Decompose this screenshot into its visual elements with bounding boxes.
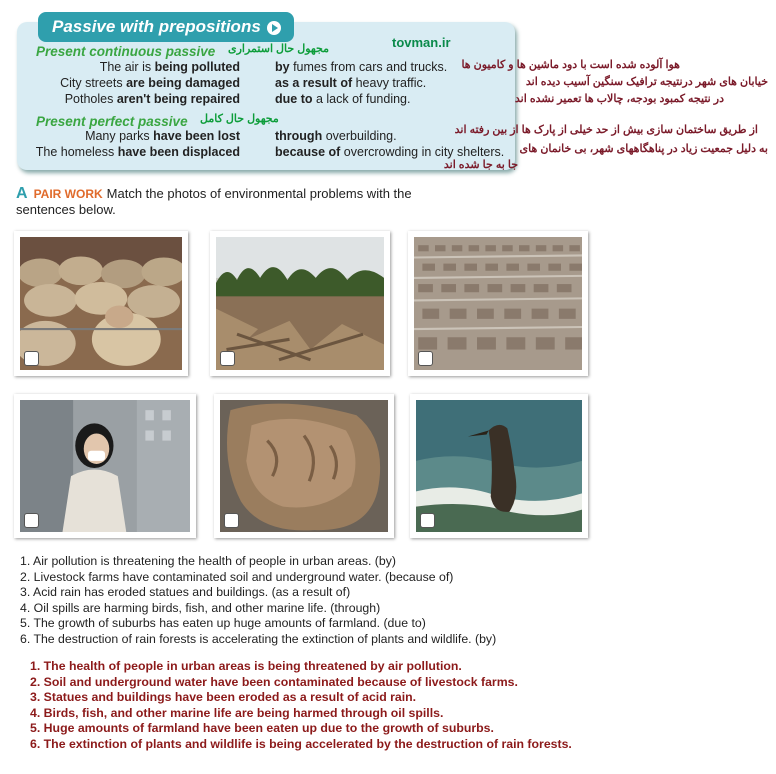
photo-checkbox[interactable] (418, 351, 433, 366)
translation-2: خیابان های شهر درنتیجه ترافیک سنگین آسیب دیده اند (525, 76, 768, 88)
photo-checkbox[interactable] (220, 351, 235, 366)
photo-checkbox[interactable] (24, 513, 39, 528)
answer-2: 2. Soil and underground water have been contaminated because of livestock farms. (30, 674, 518, 689)
translation-5: به دلیل جمعیت زیاد در پناهگاههای شهر، بی خانمان های (519, 143, 768, 155)
row-4-prep: through overbuilding. (275, 129, 397, 143)
row-3-prep: due to a lack of funding. (275, 92, 411, 106)
sentence-3: 3. Acid rain has eroded statues and buildings. (as a result of) (20, 585, 351, 599)
instruction-text: Match the photos of environmental problems with the sentences below. (16, 186, 412, 217)
photo-checkbox[interactable] (24, 351, 39, 366)
sentence-4: 4. Oil spills are harming birds, fish, and other marine life. (through) (20, 600, 381, 615)
photo-oiled-bird[interactable] (410, 394, 588, 538)
row-5-prep: because of overcrowding in city shelters. (275, 145, 505, 159)
answers (30, 659, 572, 753)
answer-3: 3. Statues and buildings have been eroded as a result of acid rain. (30, 690, 417, 705)
photo-sheep[interactable] (14, 231, 188, 376)
answer-6: 6. The extinction of plants and wildlife is being accelerated by the destruction of rain forests. (30, 736, 572, 751)
continuous-heading: Present continuous passive (36, 44, 216, 59)
photo-deforestation[interactable] (210, 231, 390, 376)
sentence-5: 5. The growth of suburbs has eaten up huge amounts of farmland. (due to) (20, 616, 426, 630)
grammar-box-title (38, 12, 294, 42)
pair-work-label: PAIR WORK (33, 187, 103, 201)
photo-checkbox[interactable] (224, 513, 239, 528)
row-2-prep: as a result of heavy traffic. (275, 76, 427, 90)
row-2-subject: City streets are being damaged (60, 76, 240, 90)
continuous-fa-label: مجهول حال استمراری (228, 43, 329, 55)
answer-1: 1. The health of people in urban areas is being threatened by air pollution. (30, 659, 462, 673)
play-icon[interactable] (267, 21, 281, 35)
photo-eroded-statue[interactable] (214, 394, 394, 538)
sentence-6: 6. The destruction of rain forests is accelerating the extinction of plants and wildlife. (by) (20, 631, 497, 646)
row-4-subject: Many parks have been lost (85, 129, 240, 143)
exercise-instruction (16, 186, 416, 218)
exercise-letter: A (16, 185, 28, 202)
perfect-heading: Present perfect passive (36, 114, 188, 129)
title-text: Passive with prepositions (52, 17, 261, 36)
sentence-2: 2. Livestock farms have contaminated soil and underground water. (because of) (20, 569, 454, 584)
translation-6: جا به جا شده اند (443, 159, 518, 171)
row-5-subject: The homeless have been displaced (35, 145, 240, 159)
sentence-1: 1. Air pollution is threatening the health of people in urban areas. (by) (20, 554, 396, 568)
photo-checkbox[interactable] (420, 513, 435, 528)
row-1-prep: by fumes from cars and trucks. (275, 60, 448, 74)
answer-4: 4. Birds, fish, and other marine life are being harmed through oil spills. (30, 705, 444, 720)
exercise-sentences (20, 554, 496, 647)
row-3-subject: Potholes aren't being repaired (64, 92, 240, 106)
answer-5: 5. Huge amounts of farmland have been eaten up due to the growth of suburbs. (30, 721, 494, 736)
photo-woman-mask[interactable] (14, 394, 196, 538)
row-1-subject: The air is being polluted (99, 60, 240, 74)
perfect-fa-label: مجهول حال کامل (200, 113, 279, 125)
photo-suburbs[interactable] (408, 231, 588, 376)
translation-1: هوا آلوده شده است با دود ماشین ها و کامیون ها (461, 59, 680, 71)
translation-4: از طریق ساختمان سازی بیش از حد خیلی از پارک ها از بین رفته اند (454, 124, 758, 136)
translation-3: در نتیجه کمبود بودجه، چالاب ها تعمیر نشده اند (514, 93, 724, 105)
site-watermark: tovman.ir (392, 35, 451, 50)
